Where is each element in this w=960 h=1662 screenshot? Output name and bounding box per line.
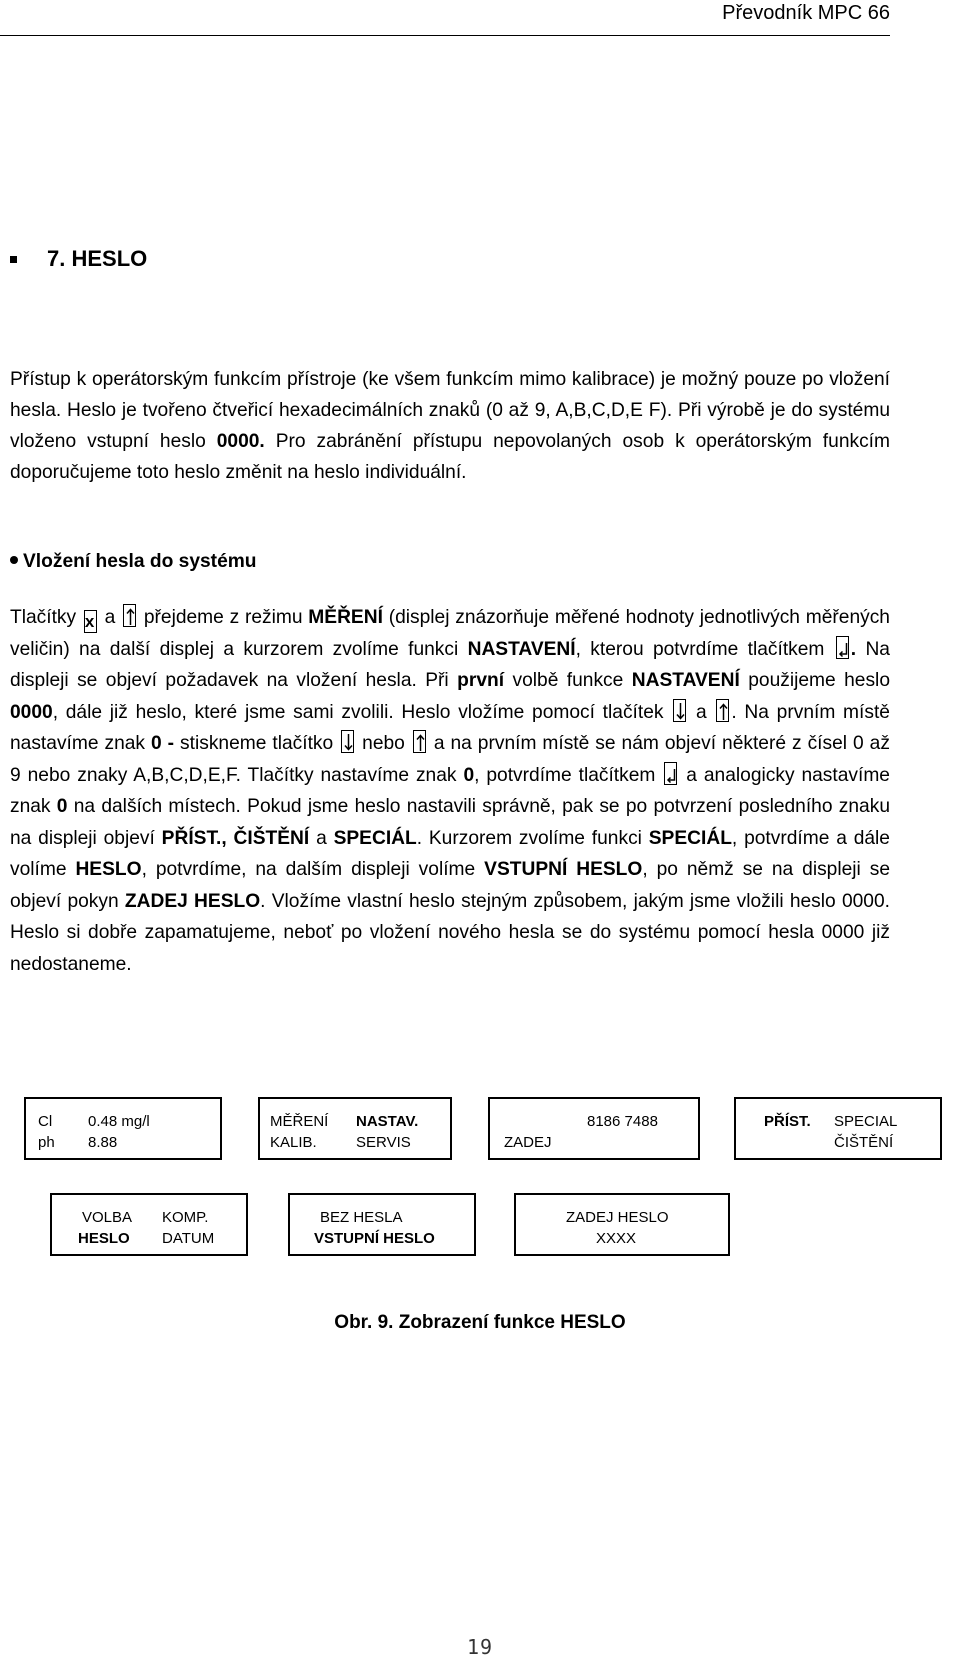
display-value: 0.48 mg/l: [88, 1113, 150, 1130]
text-run: . Na prvním místě nastavíme znak: [10, 701, 890, 754]
subsection-heading-text: Vložení hesla do systému: [23, 551, 257, 572]
enter-key-icon: [836, 636, 849, 659]
menu-item-selected: VSTUPNÍ HESLO: [314, 1230, 435, 1247]
document-title: Převodník MPC 66: [722, 2, 890, 24]
bold-run: MĚŘENÍ: [308, 607, 383, 628]
text-run: , po němž se na displeji se objeví pokyn: [10, 859, 890, 912]
arrow-up-key-icon: [123, 604, 136, 627]
text-run: na dalších místech. Pokud jsme heslo nastavili správně, pak se po potvrzení posledního znaku na displeji objeví: [10, 796, 890, 849]
bold-run: první: [457, 670, 505, 691]
text-run: , potvrdíme tlačítkem: [474, 764, 656, 786]
text-run: a: [695, 701, 707, 723]
text-run: a: [316, 827, 327, 849]
text-run: nebo: [362, 733, 405, 754]
menu-item: SPECIAL: [834, 1113, 898, 1130]
bold-run: ZADEJ HESLO: [124, 890, 261, 912]
menu-item-selected: PŘÍST.: [764, 1113, 811, 1130]
page-header: [0, 0, 890, 36]
x-key-icon: [84, 610, 97, 633]
header-divider: [0, 35, 890, 36]
subsection-heading: [10, 548, 257, 576]
instructions-paragraph: [10, 602, 890, 980]
intro-paragraph: [10, 364, 890, 488]
arrow-up-key-icon: [413, 730, 426, 753]
text-run: použijeme heslo: [748, 670, 890, 691]
text-run: a analogicky nastavíme znak: [10, 764, 890, 817]
round-bullet-icon: [10, 556, 18, 564]
prompt-label: ZADEJ: [504, 1134, 552, 1151]
page-number: 19: [466, 1635, 494, 1659]
display-label: Cl: [38, 1113, 53, 1130]
x-key-label: x: [84, 612, 95, 631]
text-run: , potvrdíme, na dalším displeji volíme: [141, 859, 476, 880]
bold-run: .: [850, 638, 857, 660]
display-password-menu: [288, 1193, 476, 1256]
bold-run: PŘÍST., ČIŠTĚNÍ: [161, 827, 310, 849]
display-special-menu: [50, 1193, 248, 1256]
menu-item: DATUM: [162, 1230, 215, 1247]
menu-item: KALIB.: [270, 1134, 317, 1151]
bold-run: 0: [463, 764, 475, 786]
figure-caption: Obr. 9. Zobrazení funkce HESLO: [334, 1312, 626, 1333]
text-run: , potvrdíme a dále volíme: [10, 827, 890, 880]
password-mask: XXXX: [596, 1230, 637, 1247]
display-main-menu: [258, 1097, 452, 1160]
intro-bold-password: 0000.: [216, 431, 265, 452]
display-new-password: [514, 1193, 730, 1256]
text-run: , dále již heslo, které jsme sami zvolili. Heslo vložíme pomocí tlačítek: [52, 701, 664, 723]
bold-run: HESLO: [75, 859, 142, 880]
bold-run: SPECIÁL: [648, 827, 732, 849]
bold-run: 0000: [10, 701, 53, 723]
text-run: (displej znázorňuje měřené hodnoty jednotlivých měřených veličin) na další displej a kurzorem zvolíme funkci: [10, 607, 890, 660]
bold-run: SPECIÁL: [333, 827, 417, 849]
text-run: Na displeji se objeví požadavek na vložení hesla. Při: [10, 638, 890, 691]
text-run: volbě funkce: [512, 670, 624, 691]
bold-run: 0: [56, 796, 68, 817]
text-run: Tlačítky: [10, 607, 77, 628]
display-enter-password: [488, 1097, 700, 1160]
menu-item: KOMP.: [162, 1209, 209, 1226]
text-run: . Vložíme vlastní heslo stejným způsobem, jakým jsme vložili heslo 0000. Heslo si dobře zapamatujeme, neboť po vložení nového hesla se do systému pomocí hesla 0000 již nedostaneme.: [10, 890, 890, 975]
bold-run: NASTAVENÍ: [631, 670, 740, 691]
bold-run: NASTAVENÍ: [467, 638, 576, 660]
text-run: a na prvním místě se nám objeví některé z čísel 0 až 9 nebo znaky A,B,C,D,E,F. Tlačítky nastavíme znak: [10, 733, 890, 786]
menu-item: BEZ HESLA: [320, 1209, 403, 1226]
bold-run: 0 -: [151, 733, 175, 754]
arrow-down-key-icon: [341, 730, 354, 753]
text-run: . Kurzorem zvolíme funkci: [416, 827, 642, 849]
intro-text-2: Pro zabránění přístupu nepovolaných osob k operátorským funkcím doporučujeme toto heslo změnit na heslo individuální.: [10, 431, 890, 483]
menu-item: VOLBA: [82, 1209, 133, 1226]
menu-item-selected: NASTAV.: [356, 1113, 419, 1130]
section-heading-text: 7. HESLO: [47, 246, 148, 271]
menu-item: MĚŘENÍ: [270, 1113, 329, 1130]
menu-item: SERVIS: [356, 1134, 411, 1151]
password-value: 8186 7488: [587, 1113, 658, 1130]
arrow-down-key-icon: [673, 699, 686, 722]
intro-text-1: Přístup k operátorským funkcím přístroje (ke všem funkcím mimo kalibrace) je možný pouze po vložení hesla. Heslo je tvořeno čtveřicí hexadecimálních znaků (0 až 9, A,B,C,D,E F). Při výrobě je do systému vloženo vstupní heslo: [10, 369, 890, 452]
prompt-label: ZADEJ HESLO: [566, 1209, 669, 1226]
text-run: stiskneme tlačítko: [180, 733, 334, 754]
bold-run: VSTUPNÍ HESLO: [484, 859, 643, 880]
square-bullet-icon: [10, 256, 17, 263]
section-heading: [10, 245, 147, 273]
display-label: ph: [38, 1134, 55, 1151]
menu-item: ČIŠTĚNÍ: [834, 1134, 894, 1151]
text-run: , kterou potvrdíme tlačítkem: [575, 638, 825, 660]
arrow-up-key-icon: [716, 699, 729, 722]
menu-item-selected: HESLO: [78, 1230, 130, 1247]
display-value: 8.88: [88, 1134, 118, 1151]
text-run: a: [104, 607, 116, 628]
display-measurement: [24, 1097, 222, 1160]
display-service-menu: [734, 1097, 942, 1160]
enter-key-icon: [664, 762, 677, 785]
text-run: přejdeme z režimu: [143, 607, 303, 628]
